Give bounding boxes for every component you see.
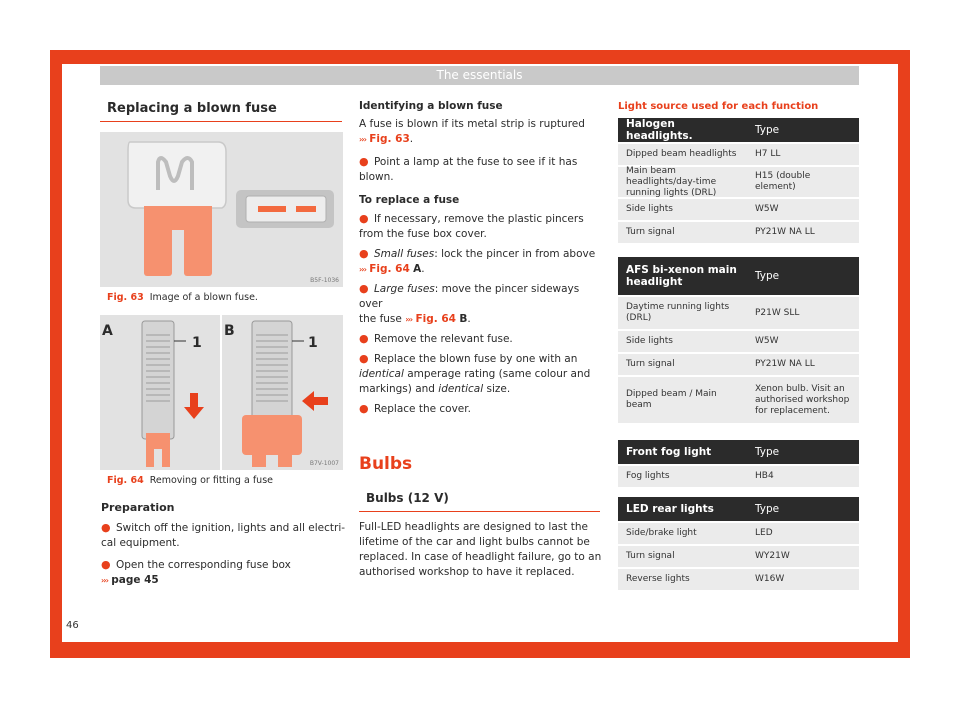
page-number: 46 <box>66 620 79 631</box>
figure-63 <box>100 132 343 287</box>
panel-a-label: A <box>102 323 113 339</box>
preparation-heading: Preparation <box>101 501 175 514</box>
bullet-icon: ● <box>359 352 369 365</box>
bullet-icon: ● <box>359 332 369 345</box>
halogen-table <box>618 118 859 243</box>
table-row: Dipped beam headlights H7 LL <box>618 144 859 165</box>
identify-section: Identifying a blown fuse A fuse is blown if its metal strip is ruptured ››› Fig. 63. ● Point a lamp at the fuse to see if it has blown. To replace a fuse ● If necessary, remove the plastic pincers from the fuse box cover. ● Small fuses: lock the pincer in from above ››› Fig. 64 A. ● Large fuses: move the pincer sideways over the fuse ››› Fig. 64 B. ● Remove the relevant fuse. ● Replace the blown fuse by one with an identical amperage rating (same colour and markings) and identical size. ● Replace the cover. <box>359 99 604 417</box>
table-row: Reverse lights W16W <box>618 569 859 590</box>
list-item: ● Replace the blown fuse by one with an <box>359 352 578 365</box>
table-row: Turn signal WY21W <box>618 546 859 567</box>
bullet-icon: ● <box>359 402 369 415</box>
table-row: Main beam headlights/day-time running lights (DRL) H15 (double element) <box>618 167 859 197</box>
table-row: Side lights W5W <box>618 331 859 352</box>
list-item: ● Open the corresponding fuse box <box>101 558 291 571</box>
list-item: ● Switch off the ignition, lights and all electri- <box>101 521 346 534</box>
bullet-icon: ● <box>101 558 111 571</box>
list-item: ● Remove the relevant fuse. <box>359 332 513 345</box>
list-item-continued: cal equipment. <box>101 537 180 549</box>
preparation-list <box>101 520 346 588</box>
page-reference-link[interactable]: page 45 <box>111 574 159 586</box>
bulbs-rule <box>359 511 600 512</box>
list-item: ● Large fuses: move the pincer sideways over <box>359 282 580 310</box>
xenon-table <box>618 257 859 423</box>
blown-fuse-illustration <box>100 132 343 287</box>
table-row: Daytime running lights (DRL) P21W SLL <box>618 297 859 329</box>
section-rule <box>100 121 342 122</box>
callout-number: 1 <box>192 335 202 351</box>
tables-title: Light source used for each function <box>618 101 819 112</box>
fog-table <box>618 440 859 487</box>
fig-63-reference-link[interactable]: Fig. 63 <box>369 133 410 145</box>
table-header: Front fog light Type <box>618 440 859 464</box>
rear-lights-table <box>618 497 859 590</box>
list-item: ● Small fuses: lock the pincer in from above <box>359 247 596 260</box>
fuse-pincer-illustration <box>100 315 343 470</box>
bullet-icon: ● <box>359 247 369 260</box>
figure-number: Fig. 64 <box>107 475 144 486</box>
replace-heading: To replace a fuse <box>359 194 460 206</box>
table-row: Fog lights HB4 <box>618 466 859 487</box>
identify-heading: Identifying a blown fuse <box>359 100 503 112</box>
fig-64-reference-link[interactable]: Fig. 64 <box>369 263 410 275</box>
figure-code: B7V-1007 <box>309 460 339 467</box>
list-item-continued: ››› page 45 <box>101 574 159 586</box>
bulbs-paragraph: Full-LED headlights are designed to last the lifetime of the car and light bulbs cannot be replaced. In case of headlight failure, go to an authorised workshop to have it replaced. <box>359 521 602 578</box>
caption-text: Image of a blown fuse. <box>149 292 258 303</box>
figure-64 <box>100 315 343 470</box>
table-header: AFS bi-xenon main headlight Type <box>618 257 859 295</box>
table-row: Dipped beam / Main beam Xenon bulb. Visit an authorised workshop for replacement. <box>618 377 859 423</box>
table-header: LED rear lights Type <box>618 497 859 521</box>
list-item: ● If necessary, remove the plastic pincers <box>359 212 584 225</box>
list-item: ● Point a lamp at the fuse to see if it has <box>359 155 578 168</box>
table-row: Turn signal PY21W NA LL <box>618 222 859 243</box>
table-row: Turn signal PY21W NA LL <box>618 354 859 375</box>
callout-number: 1 <box>308 335 318 351</box>
bulbs-subheading: Bulbs (12 V) <box>366 491 449 505</box>
bullet-icon: ● <box>359 155 369 168</box>
bullet-icon: ● <box>359 282 369 295</box>
bullet-icon: ● <box>101 521 111 534</box>
table-header: Halogen headlights. Type <box>618 118 859 142</box>
fig-64-reference-link[interactable]: Fig. 64 <box>415 313 456 325</box>
panel-b-label: B <box>224 323 235 339</box>
list-item: ● Replace the cover. <box>359 402 471 415</box>
table-row: Side lights W5W <box>618 199 859 220</box>
bullet-icon: ● <box>359 212 369 225</box>
figure-code: B5F-1036 <box>310 277 339 284</box>
section-title: Replacing a blown fuse <box>107 101 277 116</box>
table-row: Side/brake light LED <box>618 523 859 544</box>
running-header: The essentials <box>100 66 859 85</box>
figure-64-caption <box>107 475 273 486</box>
bulbs-heading: Bulbs <box>359 454 413 474</box>
figure-63-caption <box>107 292 258 303</box>
figure-number: Fig. 63 <box>107 292 144 303</box>
caption-text: Removing or fitting a fuse <box>149 475 273 486</box>
